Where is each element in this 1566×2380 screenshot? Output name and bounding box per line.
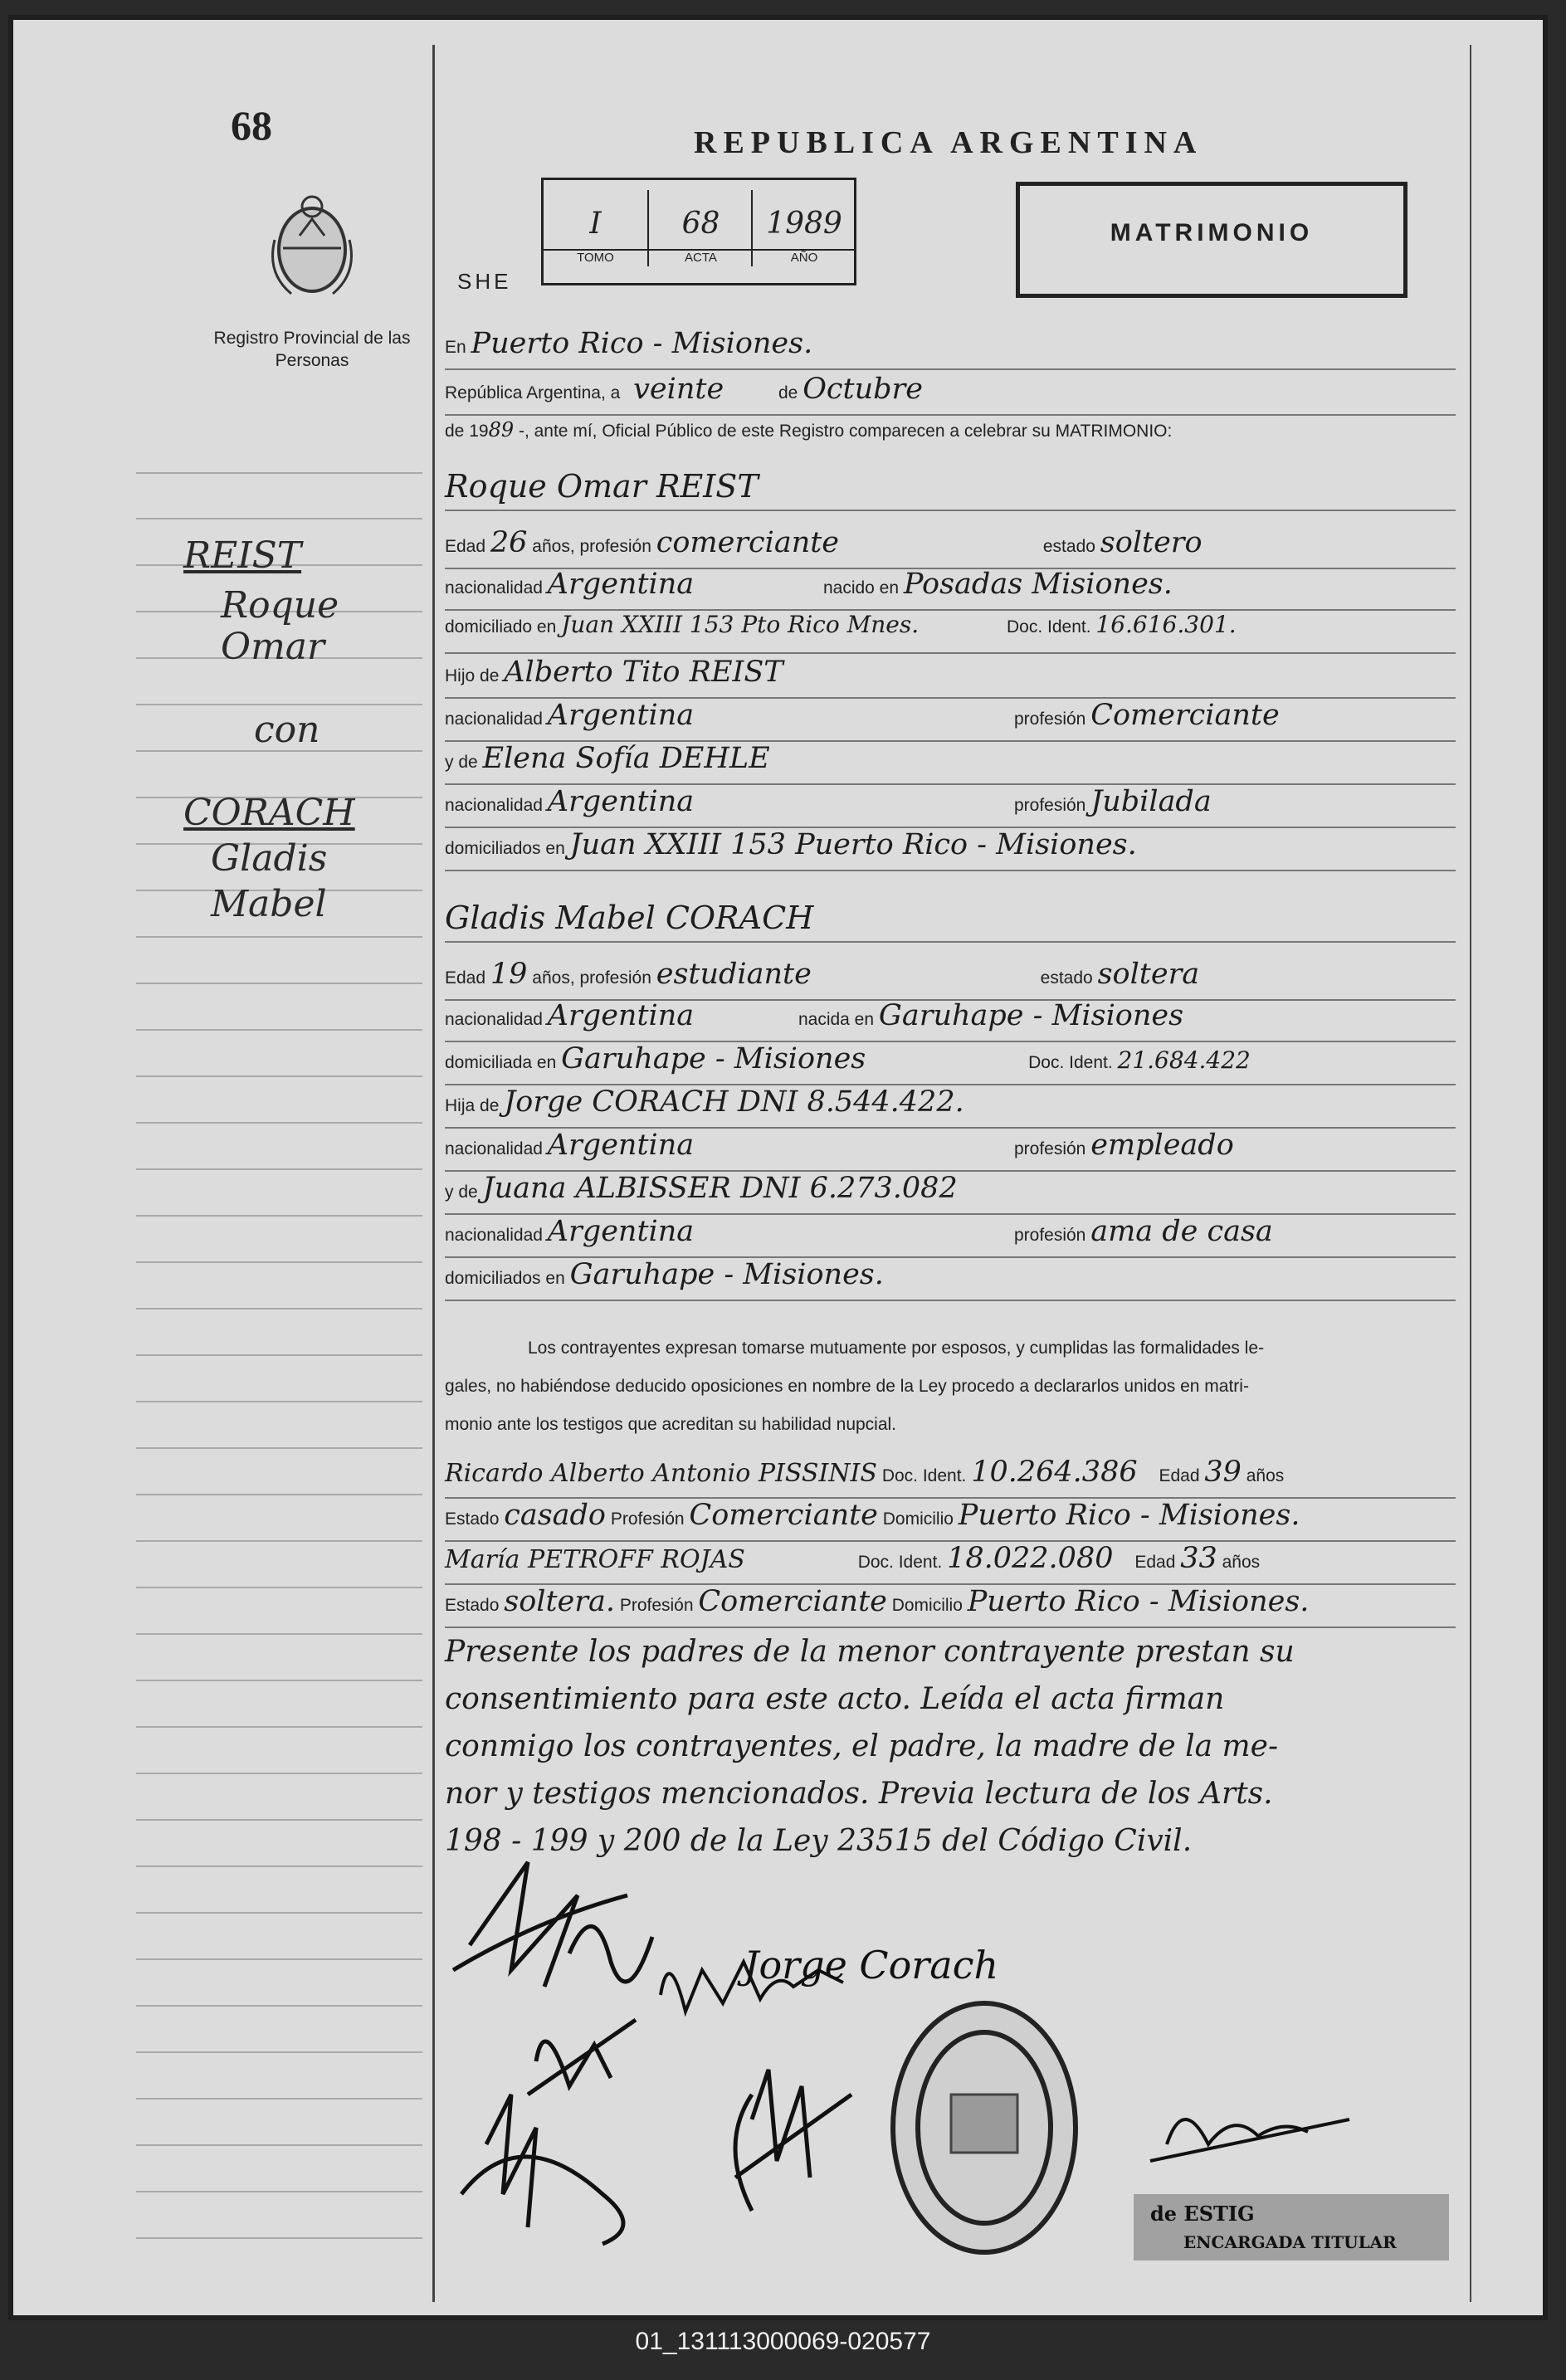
groom-mother-nat: Argentina	[547, 785, 695, 818]
groom-father-nat: Argentina	[547, 699, 695, 732]
bride-father-nat: Argentina	[547, 1129, 695, 1162]
declaration-line2: gales, no habiéndose deducido oposiciones en nombre de la Ley procedo a declararlos unidos en matri-	[445, 1377, 1249, 1396]
bride-nationality: Argentina	[547, 999, 695, 1032]
signature-bride-father	[661, 1943, 998, 2012]
groom-father: Alberto Tito REIST	[504, 656, 783, 689]
ano-label: AÑO	[753, 249, 856, 265]
signature-official	[1150, 2119, 1349, 2161]
signature-groom	[453, 1862, 652, 1987]
groom-father-label: Hijo de	[445, 666, 500, 685]
groom-age-row	[445, 526, 1456, 569]
intro-sentence: -, ante mí, Oficial Público de este Registro comparecen a celebrar su MATRIMONIO:	[518, 422, 1173, 441]
witness2-doc: 18.022.080	[947, 1542, 1114, 1575]
coat-of-arms-icon	[262, 190, 362, 306]
signature-witness1	[461, 2095, 623, 2244]
groom-age-label: Edad	[445, 537, 486, 556]
bride-mother-prof: ama de casa	[1090, 1215, 1273, 1248]
margin-divider	[432, 45, 435, 2302]
witness2-name: María PETROFF ROJAS	[445, 1545, 745, 1574]
witness2-detail-row	[445, 1585, 1456, 1628]
declaration-block	[445, 1329, 1456, 1444]
she-mark: SHE	[457, 269, 512, 294]
groom-name-row	[445, 468, 1456, 511]
witness1-age: 39	[1204, 1456, 1242, 1489]
groom-nat-row	[445, 568, 1456, 611]
bride-mother-prof-label: profesión	[1013, 1226, 1086, 1245]
official-name-stamp	[1134, 2194, 1449, 2261]
bride-status-label: estado	[1040, 968, 1093, 988]
groom-doc: 16.616.301.	[1095, 611, 1237, 638]
bride-mother-row	[445, 1172, 1456, 1215]
observation-line1: Presente los padres de la menor contrayente prestan su	[445, 1635, 1295, 1669]
bride-nat-row	[445, 999, 1456, 1042]
witness1-doc-label: Doc. Ident.	[881, 1466, 967, 1485]
bride-parents-dom: Garuhape - Misiones.	[569, 1258, 884, 1291]
witness1-dom: Puerto Rico - Misiones.	[958, 1499, 1300, 1532]
acta-cell	[647, 190, 753, 266]
groom-father-prof: Comerciante	[1090, 699, 1280, 732]
registry-name: Registro Provincial de las Personas	[213, 329, 411, 370]
groom-mother-nat-label: nacionalidad	[445, 796, 543, 815]
witness1-detail-row	[445, 1499, 1456, 1542]
declaration-line1: Los contrayentes expresan tomarse mutuamente por esposos, y cumplidas las formalidades le-	[528, 1339, 1265, 1358]
register-page	[8, 15, 1548, 2320]
witness1-prof-label: Profesión	[610, 1509, 685, 1529]
tomo-label: TOMO	[544, 249, 647, 265]
place-row	[445, 327, 1456, 370]
witness2-age-label: Edad	[1134, 1553, 1176, 1572]
witness1-age-label: Edad	[1159, 1466, 1200, 1485]
year-row	[445, 418, 1456, 460]
acta-label: ACTA	[649, 249, 753, 265]
groom-full-name: Roque Omar REIST	[445, 468, 759, 505]
declaration-line3: monio ante los testigos que acreditan su habilidad nupcial.	[445, 1415, 897, 1434]
bride-status: soltera	[1097, 958, 1200, 991]
margin-groom-surname: REIST	[183, 534, 302, 577]
witness1-doc: 10.264.386	[971, 1456, 1138, 1489]
bride-mother-nat-row	[445, 1215, 1456, 1258]
bride-father-prof-label: profesión	[1013, 1139, 1086, 1158]
groom-status: soltero	[1100, 526, 1203, 559]
bride-mother-nat: Argentina	[547, 1215, 695, 1248]
witness2-prof: Comerciante	[698, 1585, 887, 1618]
groom-profession: comerciante	[656, 526, 840, 559]
image-code: 01_131113000069-020577	[635, 2328, 931, 2355]
witness2-age-unit: años	[1222, 1553, 1261, 1572]
bride-born: Garuhape - Misiones	[878, 999, 1184, 1032]
groom-age-unit: años, profesión	[532, 537, 651, 556]
groom-mother: Elena Sofía DEHLE	[482, 742, 770, 775]
stamp-text: de ESTIG	[1150, 2202, 1255, 2226]
bride-mother: Juana ALBISSER DNI 6.273.082	[482, 1172, 958, 1205]
witness2-row	[445, 1542, 1456, 1585]
groom-dom-label: domiciliado en	[445, 617, 557, 636]
groom-dom-row	[445, 611, 1456, 654]
bride-father-label: Hija de	[445, 1096, 500, 1115]
date-row	[445, 373, 1456, 416]
bride-parents-dom-label: domiciliados en	[445, 1269, 565, 1288]
bride-age-label: Edad	[445, 968, 486, 988]
tomo-cell	[544, 190, 647, 266]
witness1-status: casado	[504, 1499, 607, 1532]
bride-born-label: nacida en	[798, 1010, 875, 1029]
bride-nat-label: nacionalidad	[445, 1010, 543, 1029]
margin-connector: con	[254, 709, 320, 751]
margin-bride-given1: Gladis	[211, 837, 328, 880]
year-prefix: de 19	[445, 422, 489, 441]
groom-parents-dom: Juan XXIII 153 Puerto Rico - Misiones.	[569, 828, 1137, 861]
groom-mother-prof: Jubilada	[1090, 785, 1212, 818]
month-label: de	[778, 383, 798, 402]
groom-mother-row	[445, 742, 1456, 785]
bride-father: Jorge CORACH DNI 8.544.422.	[504, 1085, 964, 1119]
observations-block	[445, 1628, 1295, 1865]
ano-cell	[751, 190, 856, 266]
witness2-status: soltera.	[504, 1585, 615, 1618]
ano-value: 1989	[766, 207, 842, 241]
bride-age: 19	[490, 958, 528, 991]
acta-value: 68	[681, 207, 720, 241]
bride-father-signature-text: Jorge Corach	[744, 1943, 999, 1987]
signatures-area	[437, 1846, 1470, 2310]
official-seal	[893, 2003, 1076, 2252]
groom-nationality: Argentina	[547, 568, 695, 601]
bride-age-unit: años, profesión	[532, 968, 651, 988]
record-type: MATRIMONIO	[1110, 219, 1314, 246]
bride-domicile: Garuhape - Misiones	[561, 1042, 866, 1075]
bride-father-nat-label: nacionalidad	[445, 1139, 543, 1158]
margin-groom-given2: Omar	[221, 626, 325, 668]
groom-mother-prof-label: profesión	[1013, 796, 1086, 815]
month-value: Octubre	[803, 373, 923, 406]
bride-full-name: Gladis Mabel CORACH	[445, 900, 814, 936]
witness1-status-label: Estado	[445, 1509, 500, 1529]
groom-age: 26	[490, 526, 528, 559]
witness2-age: 33	[1180, 1542, 1217, 1575]
bride-father-prof: empleado	[1090, 1129, 1234, 1162]
observation-line3: conmigo los contrayentes, el padre, la madre de la me-	[445, 1729, 1279, 1763]
stamp-text2: ENCARGADA TITULAR	[1183, 2232, 1397, 2252]
bride-dom-label: domiciliada en	[445, 1053, 557, 1072]
groom-doc-label: Doc. Ident.	[1006, 617, 1091, 636]
witness1-prof: Comerciante	[689, 1499, 878, 1532]
bride-doc-label: Doc. Ident.	[1028, 1053, 1113, 1072]
groom-parents-dom-row	[445, 828, 1456, 871]
groom-status-label: estado	[1042, 537, 1095, 556]
groom-mother-nat-row	[445, 785, 1456, 828]
witness2-status-label: Estado	[445, 1596, 500, 1615]
witness1-age-unit: años	[1246, 1466, 1285, 1485]
witness2-prof-label: Profesión	[619, 1596, 694, 1615]
tomo-value: I	[589, 207, 602, 241]
groom-father-row	[445, 656, 1456, 699]
margin-groom-given1: Roque	[221, 584, 339, 627]
page-number: 68	[231, 102, 272, 149]
groom-father-prof-label: profesión	[1013, 710, 1086, 729]
bride-age-row	[445, 958, 1456, 1001]
right-border-line	[1470, 45, 1471, 2302]
bride-father-row	[445, 1085, 1456, 1129]
bride-mother-nat-label: nacionalidad	[445, 1226, 543, 1245]
groom-father-nat-label: nacionalidad	[445, 710, 543, 729]
bride-mother-label: y de	[445, 1183, 478, 1202]
observation-line4: nor y testigos mencionados. Previa lectura de los Arts.	[445, 1777, 1273, 1811]
signature-bride	[528, 2020, 636, 2095]
witness2-dom: Puerto Rico - Misiones.	[967, 1585, 1310, 1618]
bride-profession: estudiante	[656, 958, 812, 991]
groom-nat-label: nacionalidad	[445, 578, 543, 597]
groom-mother-label: y de	[445, 753, 478, 772]
observation-line2: consentimiento para este acto. Leída el acta firman	[445, 1682, 1225, 1716]
record-number-box	[541, 178, 856, 285]
margin-bride-surname: CORACH	[183, 792, 355, 834]
place-value: Puerto Rico - Misiones.	[471, 327, 813, 360]
witness2-doc-label: Doc. Ident.	[857, 1553, 943, 1572]
bride-name-row	[445, 900, 1456, 943]
bride-doc: 21.684.422	[1117, 1046, 1251, 1074]
bride-parents-dom-row	[445, 1258, 1456, 1301]
year-value: 89	[488, 418, 515, 441]
bride-father-nat-row	[445, 1129, 1456, 1172]
groom-domicile: Juan XXIII 153 Pto Rico Mnes.	[561, 611, 920, 638]
witness1-name: Ricardo Alberto Antonio PISSINIS	[445, 1459, 877, 1488]
groom-born-label: nacido en	[822, 578, 900, 597]
groom-parents-dom-label: domiciliados en	[445, 839, 565, 858]
witness1-dom-label: Domicilio	[882, 1509, 954, 1529]
groom-born: Posadas Misiones.	[903, 568, 1173, 601]
observation-line5: 198 - 199 y 200 de la Ley 23515 del Código Civil.	[445, 1824, 1193, 1858]
day-value: veinte	[633, 373, 724, 406]
groom-father-nat-row	[445, 699, 1456, 742]
bride-dom-row	[445, 1042, 1456, 1085]
margin-bride-given2: Mabel	[211, 883, 327, 925]
signature-witness2	[735, 2070, 851, 2211]
place-label: En	[445, 338, 466, 357]
country-title: REPUBLICA ARGENTINA	[694, 125, 1203, 160]
witness2-dom-label: Domicilio	[891, 1596, 963, 1615]
date-label: República Argentina, a	[445, 383, 621, 402]
record-type-box	[1016, 182, 1407, 298]
witness1-row	[445, 1456, 1456, 1499]
